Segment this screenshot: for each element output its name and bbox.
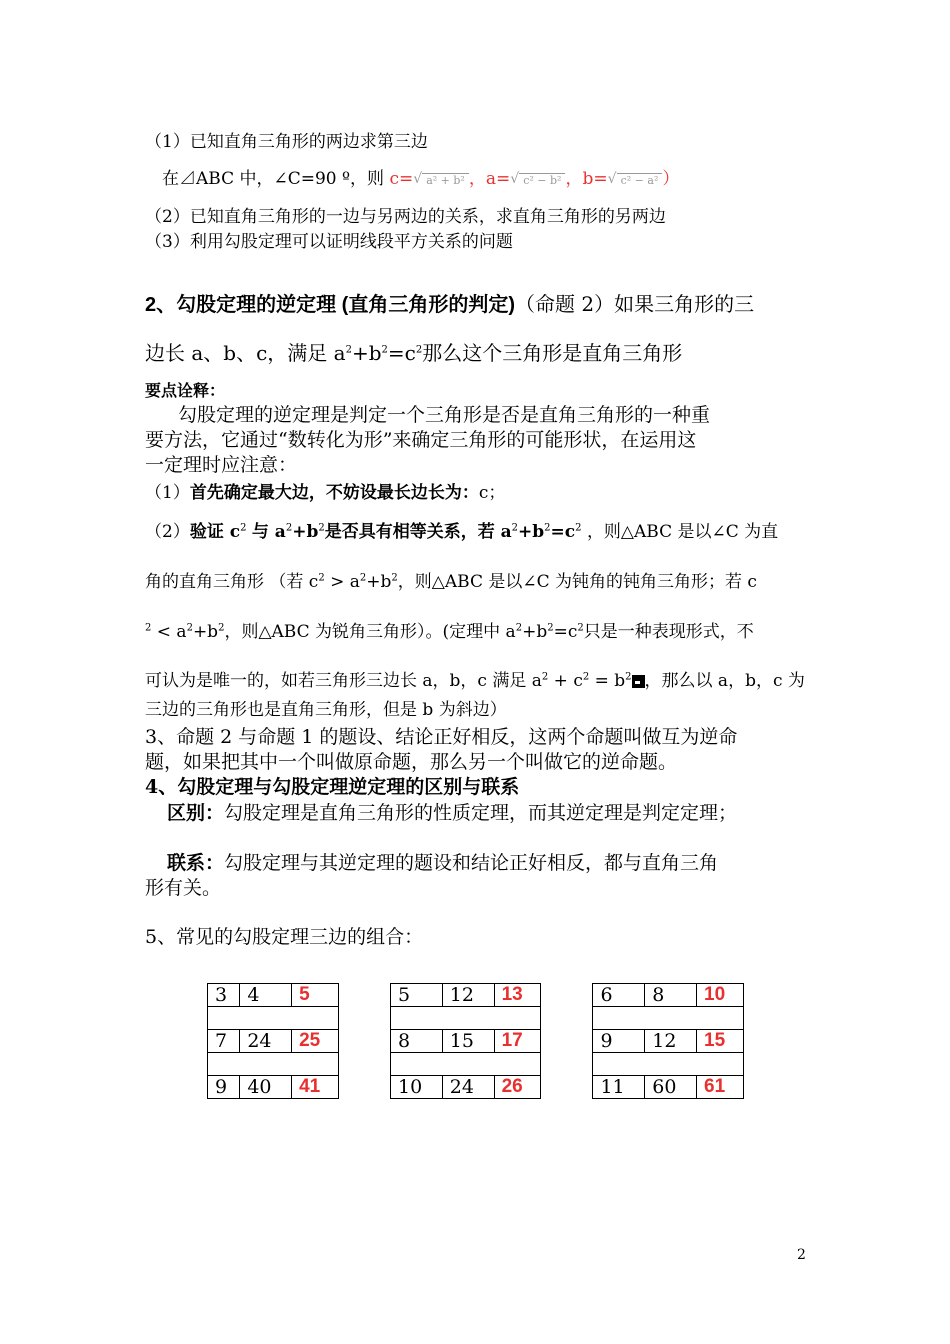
table-cell: 9 xyxy=(593,1030,645,1053)
section-3-line-1: 3、命题 2 与命题 1 的题设、结论正好相反，这两个命题叫做互为逆命 xyxy=(145,726,738,748)
sqrt-a xyxy=(510,174,565,187)
sup: 2 xyxy=(575,522,582,534)
section-3-line-2: 题，如果把其中一个叫做原命题，那么另一个叫做它的逆命题。 xyxy=(145,751,678,773)
sup: 2 xyxy=(544,522,551,534)
step-1-end: c； xyxy=(478,483,506,503)
page-number: 2 xyxy=(797,1247,806,1263)
s2-b2: 与 a xyxy=(251,522,286,542)
s5-d: ，那么以 a，b，c 为 xyxy=(644,671,805,691)
step-3 xyxy=(145,567,757,592)
text-line-3: （2）已知直角三角形的一边与另两边的关系，求直角三角形的另两边 xyxy=(145,207,666,227)
sup: 2 xyxy=(415,344,423,356)
s4-a: < a xyxy=(151,622,187,642)
table-cell: 3 xyxy=(208,984,240,1007)
sup: 2 xyxy=(345,344,352,356)
table-cell-hypotenuse: 17 xyxy=(494,1030,541,1053)
table-cell: 4 xyxy=(240,984,292,1007)
step-1-bold: 首先确定最大边，不妨设最长边长为： xyxy=(189,483,479,503)
formula-b-label: ，b= xyxy=(565,169,608,189)
table-cell: 8 xyxy=(645,984,697,1007)
sup: 2 xyxy=(318,572,325,584)
relation-line-2: 形有关。 xyxy=(145,877,222,899)
formula-prefix: 在⊿ABC 中，∠C=90 º，则 xyxy=(162,169,390,189)
table-cell-hypotenuse: 26 xyxy=(494,1076,541,1099)
table-cell: 12 xyxy=(442,984,494,1007)
s5-b: + c xyxy=(548,671,583,691)
s5-c: = b xyxy=(589,671,626,691)
section-2-line2 xyxy=(145,337,682,366)
s2-b6: =c xyxy=(550,522,576,542)
table-cell: 11 xyxy=(593,1076,645,1099)
step-1 xyxy=(145,478,505,503)
s2-end: ，则△ABC 是以∠C 为直 xyxy=(586,522,779,542)
s4-d: +b xyxy=(522,622,548,642)
table-cell: 7 xyxy=(208,1030,240,1053)
table-cell: 24 xyxy=(240,1030,292,1053)
s3-a: 角的直角三角形 （若 c xyxy=(145,572,319,592)
table-cell: 40 xyxy=(240,1076,292,1099)
sqrt-c xyxy=(413,174,469,187)
sup: 2 xyxy=(541,671,549,683)
relation-label: 联系： xyxy=(167,852,225,874)
step-2 xyxy=(145,517,778,542)
para-line-3: 一定理时应注意： xyxy=(145,454,298,476)
step-2-num: （2） xyxy=(145,522,190,542)
sup: 2 xyxy=(577,622,584,634)
sup: 2 xyxy=(547,622,554,634)
table-spacer xyxy=(391,1007,541,1030)
sup: 2 xyxy=(240,522,247,534)
sup: 2 xyxy=(145,622,152,634)
table-cell: 24 xyxy=(442,1076,494,1099)
table-cell-hypotenuse: 13 xyxy=(494,984,541,1007)
table-gap xyxy=(541,984,593,1099)
table-row xyxy=(208,1076,744,1099)
formula-line xyxy=(162,164,679,189)
relation-line xyxy=(167,848,718,875)
sqrt-b xyxy=(608,174,663,187)
difference-text: 勾股定理是直角三角形的性质定理，而其逆定理是判定定理； xyxy=(224,802,738,824)
formula-a-label: ，a= xyxy=(468,169,511,189)
s3-b: > a xyxy=(324,572,360,592)
sup: 2 xyxy=(285,522,293,534)
placeholder-icon xyxy=(632,675,645,688)
table-cell: 12 xyxy=(645,1030,697,1053)
s2-b4: 是否具有相等关系，若 a xyxy=(324,522,512,542)
s3-d: ，则△ABC 是以∠C 为钝角的钝角三角形；若 c xyxy=(397,572,757,592)
section-2-rest: （命题 2）如果三角形的三 xyxy=(515,292,755,316)
sup: 2 xyxy=(511,522,519,534)
s2-b5: +b xyxy=(518,522,545,542)
sup: 2 xyxy=(218,622,225,634)
table-spacer-row xyxy=(208,1053,744,1076)
table-spacer xyxy=(208,1007,339,1030)
table-spacer xyxy=(593,1053,744,1076)
table-cell-hypotenuse: 61 xyxy=(697,1076,744,1099)
table-cell: 10 xyxy=(391,1076,443,1099)
sup: 2 xyxy=(318,522,325,534)
s4-b: +b xyxy=(192,622,219,642)
section-4-title: 4、勾股定理与勾股定理逆定理的区别与联系 xyxy=(145,776,520,798)
table-cell: 5 xyxy=(391,984,443,1007)
step-1-num: （1） xyxy=(145,483,190,503)
sup: 2 xyxy=(186,622,193,634)
s2-text-b: +b xyxy=(351,341,382,365)
table-cell-hypotenuse: 25 xyxy=(292,1030,339,1053)
sup: 2 xyxy=(625,671,632,683)
sqrt-a-radicand: c² − b² xyxy=(519,173,565,187)
sup: 2 xyxy=(359,572,367,584)
s4-c: ，则△ABC 为锐角三角形）。(定理中 a xyxy=(224,622,516,642)
sqrt-b-radicand: c² − a² xyxy=(617,173,663,187)
step-6: 三边的三角形也是直角三角形，但是 b 为斜边） xyxy=(145,700,507,720)
table-cell-hypotenuse: 5 xyxy=(292,984,339,1007)
s2-text-a: 边长 a、b、c，满足 a xyxy=(145,341,346,365)
para-line-1: 勾股定理的逆定理是判定一个三角形是否是直角三角形的一种重 xyxy=(178,404,711,426)
table-gap xyxy=(339,984,391,1099)
table-spacer xyxy=(593,1007,744,1030)
sup: 2 xyxy=(391,572,398,584)
s3-c: +b xyxy=(366,572,392,592)
s4-f: 只是一种表现形式，不 xyxy=(583,622,754,642)
para-line-2: 要方法，它通过“数转化为形”来确定三角形的可能形状，在运用这 xyxy=(145,429,697,451)
table-cell: 8 xyxy=(391,1030,443,1053)
sup: 2 xyxy=(582,671,590,683)
s4-e: =c xyxy=(553,622,578,642)
s5-a: 可认为是唯一的，如若三角形三边长 a，b，c 满足 a xyxy=(145,671,542,691)
step-5 xyxy=(145,666,805,691)
table-cell: 9 xyxy=(208,1076,240,1099)
table-cell-hypotenuse: 15 xyxy=(697,1030,744,1053)
table-row xyxy=(208,1030,744,1053)
sup: 2 xyxy=(381,344,388,356)
table-row xyxy=(208,984,744,1007)
table-spacer xyxy=(208,1053,339,1076)
triples-table xyxy=(207,983,744,1099)
table-spacer-row xyxy=(208,1007,744,1030)
step-4 xyxy=(145,617,754,642)
table-cell-hypotenuse: 41 xyxy=(292,1076,339,1099)
text-line-1: （1）已知直角三角形的两边求第三边 xyxy=(145,132,428,152)
s2-b3: +b xyxy=(292,522,319,542)
section-2-bold: 2、勾股定理的逆定理 (直角三角形的判定) xyxy=(145,294,515,316)
text-line-4: （3）利用勾股定理可以证明线段平方关系的问题 xyxy=(145,232,513,252)
formula-c-label: c= xyxy=(389,169,414,189)
table-cell: 15 xyxy=(442,1030,494,1053)
table-cell: 6 xyxy=(593,984,645,1007)
formula-close: ） xyxy=(662,169,680,189)
difference-label: 区别： xyxy=(167,802,225,824)
section-5-title: 5、常见的勾股定理三边的组合： xyxy=(145,926,424,948)
sup: 2 xyxy=(515,622,523,634)
relation-text: 勾股定理与其逆定理的题设和结论正好相反，都与直角三角 xyxy=(224,852,719,874)
sqrt-c-radicand: a² + b² xyxy=(422,173,469,187)
table-cell-hypotenuse: 10 xyxy=(697,984,744,1007)
table-cell: 60 xyxy=(645,1076,697,1099)
s2-text-c: =c xyxy=(387,341,416,365)
s2-text-d: 那么这个三角形是直角三角形 xyxy=(422,341,683,365)
table-spacer xyxy=(391,1053,541,1076)
section-2-title xyxy=(145,288,754,317)
note-title: 要点诠释： xyxy=(145,381,226,400)
s2-b1: 验证 c xyxy=(189,522,241,542)
difference-line xyxy=(167,798,737,825)
